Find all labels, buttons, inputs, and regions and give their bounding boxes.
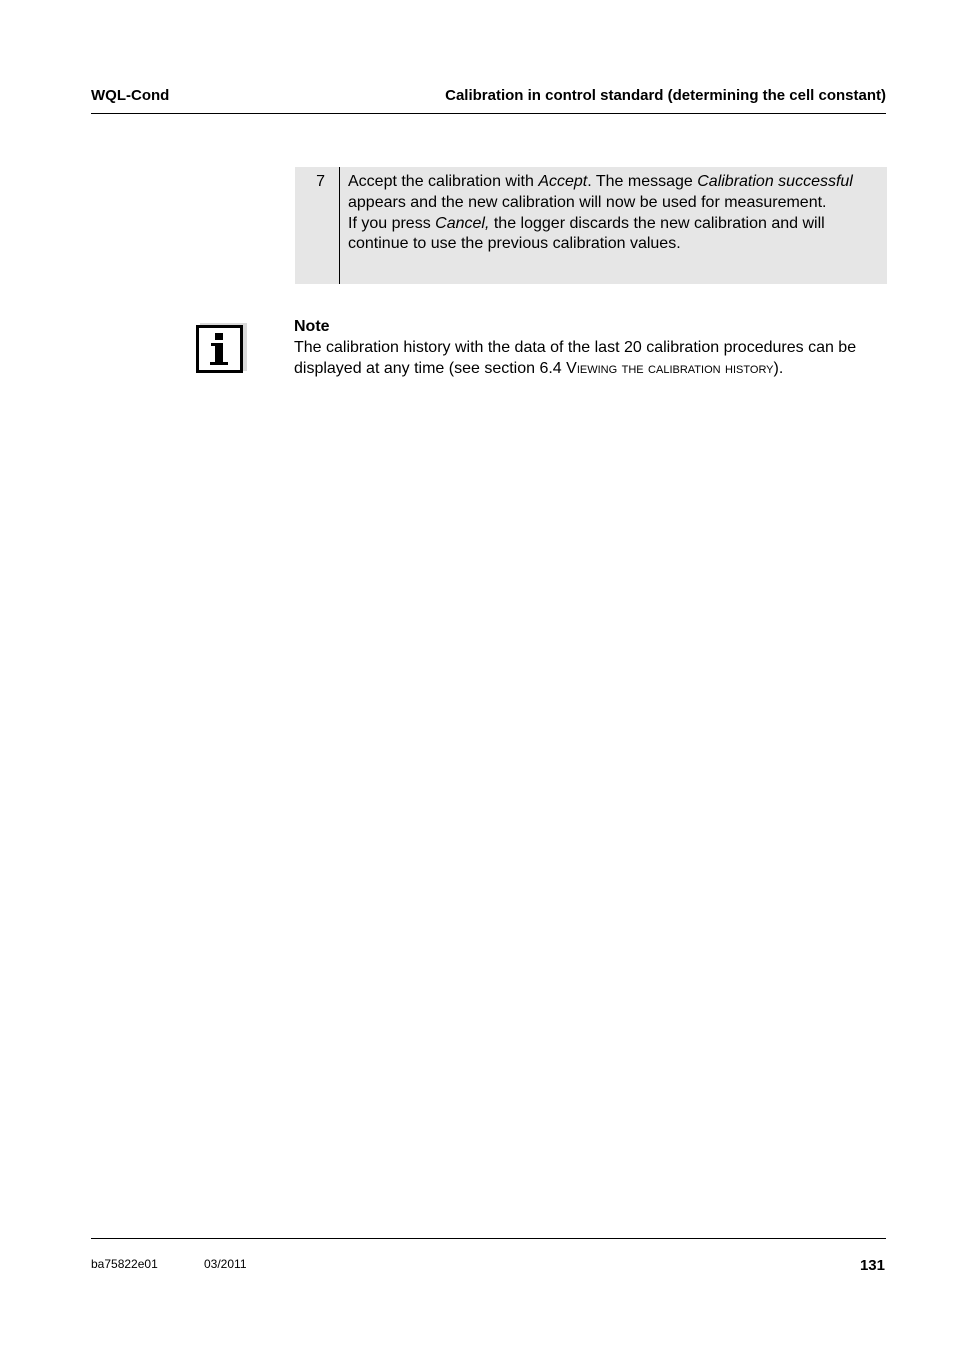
footer-divider [91, 1238, 886, 1239]
accept-term: Accept [538, 173, 588, 190]
footer-date: 03/2011 [204, 1257, 247, 1271]
page-number: 131 [859, 1257, 885, 1274]
step-text-part: If you press [348, 214, 436, 232]
calibration-message: Calibration successful [697, 173, 853, 190]
note-title: Note [294, 318, 330, 335]
step-text-part: Accept the calibration with [348, 173, 539, 190]
step-row [295, 167, 887, 284]
section-reference: Viewing the calibration history [566, 360, 774, 377]
step-number: 7 [316, 173, 325, 190]
page-header [91, 86, 886, 114]
note-text-end: ). [773, 360, 784, 377]
step-text-part: . The message [587, 173, 698, 190]
header-section-title: Calibration in control standard (determining the cell constant) [445, 87, 886, 104]
step-text-part: the logger discards the new calibration and will continue to use the previous calibration values. [348, 214, 825, 253]
info-icon [196, 322, 247, 374]
note-block [294, 316, 880, 379]
step-divider [339, 167, 340, 284]
step-text [348, 172, 883, 255]
step-text-part: appears and the new calibration will now be used for measurement. [348, 193, 827, 211]
note-text: The calibration history with the data of the last 20 calibration procedures can be displayed at any time (see section 6.4 [294, 339, 857, 377]
step-paragraph-cancel [348, 214, 883, 256]
cancel-term: Cancel, [435, 214, 490, 232]
header-product-name: WQL-Cond [91, 87, 170, 104]
step-paragraph-accept [348, 172, 883, 214]
footer-document-id: ba75822e01 [91, 1257, 158, 1271]
